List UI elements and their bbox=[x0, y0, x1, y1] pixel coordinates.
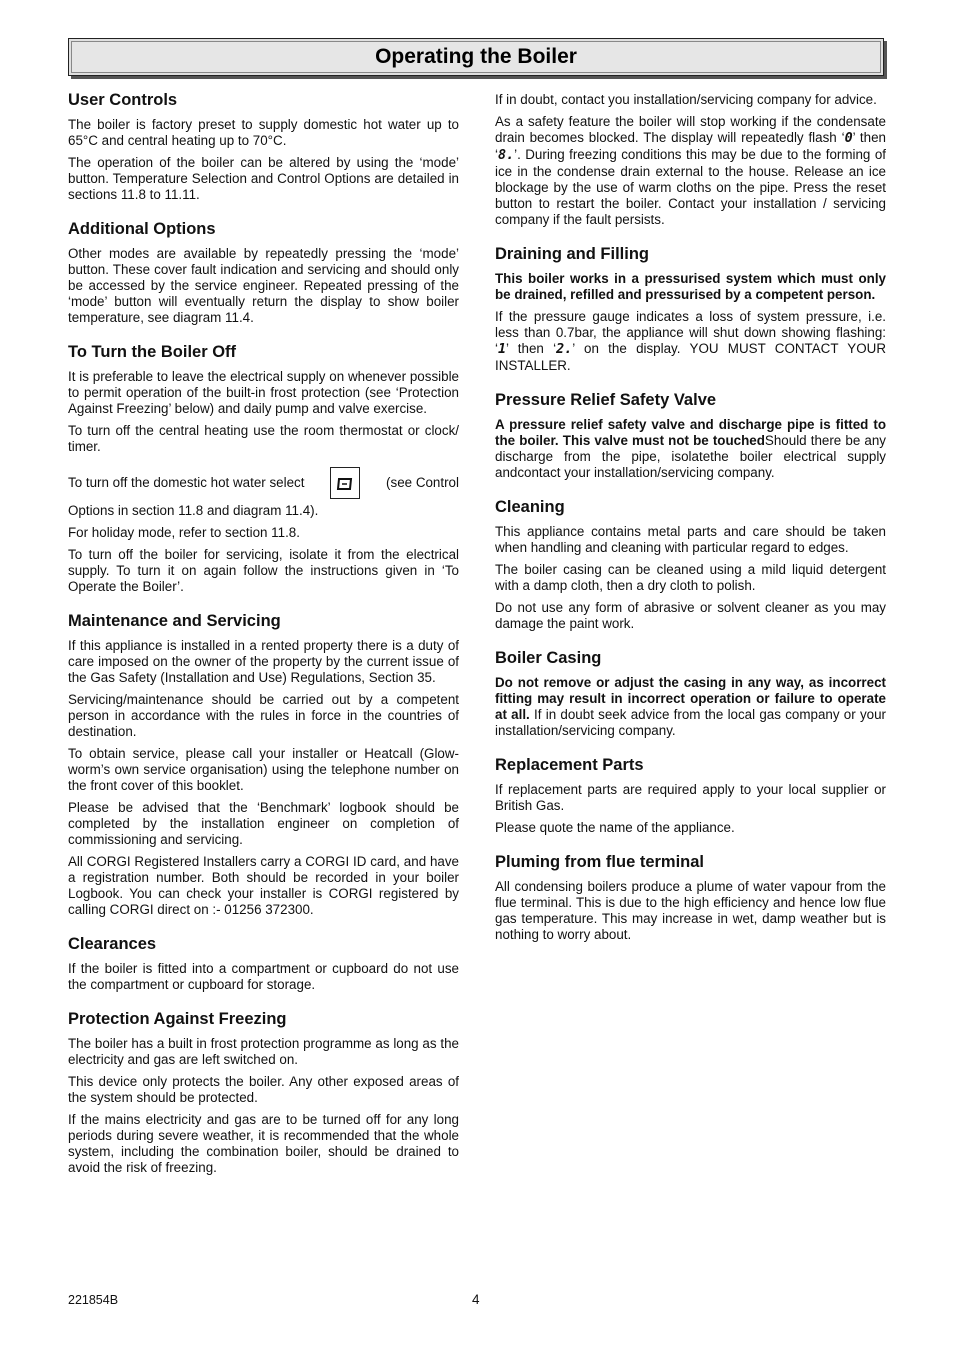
display-code: 2. bbox=[556, 342, 573, 357]
section-draining bbox=[495, 244, 886, 374]
paragraph: The boiler has a built in frost protection programme as long as the electricity and gas are left switched on. bbox=[68, 1036, 459, 1067]
section-turn-off bbox=[68, 342, 459, 595]
text-bold: A pressure relief safety valve and discharge pipe is fitted to the boiler. This valve must not be touched bbox=[495, 417, 886, 448]
section-freezing bbox=[68, 1009, 459, 1176]
section-intro bbox=[495, 92, 886, 228]
heading-draining: Draining and Filling bbox=[495, 245, 649, 263]
heading-casing: Boiler Casing bbox=[495, 649, 602, 667]
heading-turn-off: To Turn the Boiler Off bbox=[68, 343, 237, 361]
text: If the pressure gauge indicates a loss of system pressure, i.e. less than 0.7bar, the appliance will shut down showing flashing: ‘ bbox=[495, 309, 886, 356]
heading-freezing: Protection Against Freezing bbox=[68, 1010, 287, 1028]
dhw-text-before: To turn off the domestic hot water select bbox=[68, 475, 305, 490]
section-parts bbox=[495, 755, 886, 836]
section-prv bbox=[495, 390, 886, 481]
heading-prv: Pressure Relief Safety Valve bbox=[495, 391, 717, 409]
paragraph: If the mains electricity and gas are to be turned off for any long periods during severe weather, it is recommended that the whole system, including the combination boiler, should be drained to avoid the risk of freezing. bbox=[68, 1112, 459, 1175]
paragraph: The boiler is factory preset to supply domestic hot water up to 65°C and central heating up to 70°C. bbox=[68, 117, 459, 148]
tap-icon bbox=[330, 467, 360, 499]
dhw-text-after: (see Control bbox=[386, 475, 459, 490]
right-column bbox=[495, 92, 886, 959]
display-code: 0 bbox=[844, 131, 853, 146]
paragraph: All CORGI Registered Installers carry a CORGI ID card, and have a registration number. Both should be recorded in your boiler Logbook. You can check your installer is CORGI registered by calling CORGI direct on :- 01256 372300. bbox=[68, 854, 459, 917]
dhw-select-row bbox=[68, 467, 459, 499]
paragraph bbox=[495, 417, 886, 481]
heading-clearances: Clearances bbox=[68, 935, 157, 953]
paragraph: It is preferable to leave the electrical supply on whenever possible to permit operation of the built-in frost protection (see ‘Protection Against Freezing’ below) and daily pump and valve exercise. bbox=[68, 369, 459, 416]
paragraph: If this appliance is installed in a rented property there is a duty of care imposed on the owner of the property by the current issue of the Gas Safety (Installation and Use) Regulations, Section 35. bbox=[68, 638, 459, 685]
page-title: Operating the Boiler bbox=[375, 45, 577, 68]
text: ’ then ‘ bbox=[506, 341, 557, 356]
text: ’. During freezing conditions this may be due to the forming of ice in the condense drain external to the house. Release an ice blockage by the use of warm cloths on the pipe. Press the reset button to restart the boiler. Contact your installation / servicing company if the fault persists. bbox=[495, 147, 886, 227]
paragraph: This device only protects the boiler. Any other exposed areas of the system should be protected. bbox=[68, 1074, 459, 1105]
heading-maintenance: Maintenance and Servicing bbox=[68, 612, 281, 630]
text-bold: Do not remove or adjust the casing in any way, as incorrect fitting may result in incorrect operation or failure to operate at all. bbox=[495, 675, 886, 722]
section-additional-options bbox=[68, 219, 459, 326]
paragraph: Please quote the name of the appliance. bbox=[495, 820, 735, 835]
paragraph: To turn off the boiler for servicing, isolate it from the electrical supply. To turn it on again follow the instructions given in ‘To Operate the Boiler’. bbox=[68, 547, 459, 594]
heading-parts: Replacement Parts bbox=[495, 756, 644, 774]
paragraph: Other modes are available by repeatedly pressing the ‘mode’ button. These cover fault indication and servicing and should only be accessed by the service engineer. Repeated pressing of the ‘mode’ button will eventually return the display to show boiler temperature, see diagram 11.4. bbox=[68, 246, 459, 325]
text: If in doubt seek advice from the local gas company or your installation/servicing company. bbox=[495, 707, 886, 738]
paragraph bbox=[495, 675, 886, 739]
text: Should there be any discharge from the pipe, isolatethe boiler electrical supply andcontact your installation/servicing company. bbox=[495, 433, 886, 480]
paragraph: Options in section 11.8 and diagram 11.4). bbox=[68, 503, 319, 518]
heading-additional-options: Additional Options bbox=[68, 220, 216, 238]
section-cleaning bbox=[495, 497, 886, 632]
paragraph bbox=[495, 309, 886, 374]
text: As a safety feature the boiler will stop working if the condensate drain becomes blocked. The display will repeatedly flash ‘ bbox=[495, 114, 886, 145]
paragraph: If the boiler is fitted into a compartment or cupboard do not use the compartment or cupboard for storage. bbox=[68, 961, 459, 992]
document-code: 221854B bbox=[68, 1293, 119, 1307]
heading-pluming: Pluming from flue terminal bbox=[495, 853, 705, 871]
section-clearances bbox=[68, 934, 459, 993]
paragraph-bold: This boiler works in a pressurised system which must only be drained, refilled and pressurised by a competent person. bbox=[495, 271, 886, 302]
paragraph bbox=[495, 114, 886, 228]
section-casing bbox=[495, 648, 886, 739]
display-code: 8. bbox=[497, 148, 515, 163]
paragraph: All condensing boilers produce a plume of water vapour from the flue terminal. This is due to the high efficiency and hence low flue gas temperature. This may increase in wet, damp weather but is nothing to worry about. bbox=[495, 879, 886, 942]
paragraph: To turn off the central heating use the room thermostat or clock/ timer. bbox=[68, 423, 459, 454]
paragraph: For holiday mode, refer to section 11.8. bbox=[68, 525, 300, 540]
paragraph: Please be advised that the ‘Benchmark’ logbook should be completed by the installation engineer on completion of commissioning and servicing. bbox=[68, 800, 459, 847]
left-column bbox=[68, 90, 459, 1192]
text: ’ then ‘ bbox=[495, 130, 886, 162]
paragraph: If replacement parts are required apply to your local supplier or British Gas. bbox=[495, 782, 886, 813]
paragraph: If in doubt, contact you installation/servicing company for advice. bbox=[495, 92, 877, 107]
title-banner bbox=[68, 38, 884, 76]
paragraph: Do not use any form of abrasive or solvent cleaner as you may damage the paint work. bbox=[495, 600, 886, 631]
page-number: 4 bbox=[472, 1292, 480, 1307]
display-code: 1 bbox=[497, 342, 507, 357]
paragraph: The boiler casing can be cleaned using a mild liquid detergent with a damp cloth, then a dry cloth to polish. bbox=[495, 562, 886, 593]
heading-user-controls: User Controls bbox=[68, 91, 178, 109]
title-banner-inner bbox=[71, 41, 881, 73]
heading-cleaning: Cleaning bbox=[495, 498, 565, 516]
paragraph: The operation of the boiler can be altered by using the ‘mode’ button. Temperature Selection and Control Options are detailed in sections 11.8 to 11.11. bbox=[68, 155, 459, 202]
paragraph: This appliance contains metal parts and care should be taken when handling and cleaning with particular regard to edges. bbox=[495, 524, 886, 555]
section-pluming bbox=[495, 852, 886, 943]
section-user-controls bbox=[68, 90, 459, 203]
section-maintenance bbox=[68, 611, 459, 918]
paragraph: Servicing/maintenance should be carried out by a competent person in accordance with the rules in force in the countries of destination. bbox=[68, 692, 459, 739]
paragraph: To obtain service, please call your installer or Heatcall (Glow-worm’s own service organisation) using the telephone number on the front cover of this booklet. bbox=[68, 746, 459, 793]
text: ’ on the display. YOU MUST CONTACT YOUR INSTALLER. bbox=[495, 341, 886, 373]
